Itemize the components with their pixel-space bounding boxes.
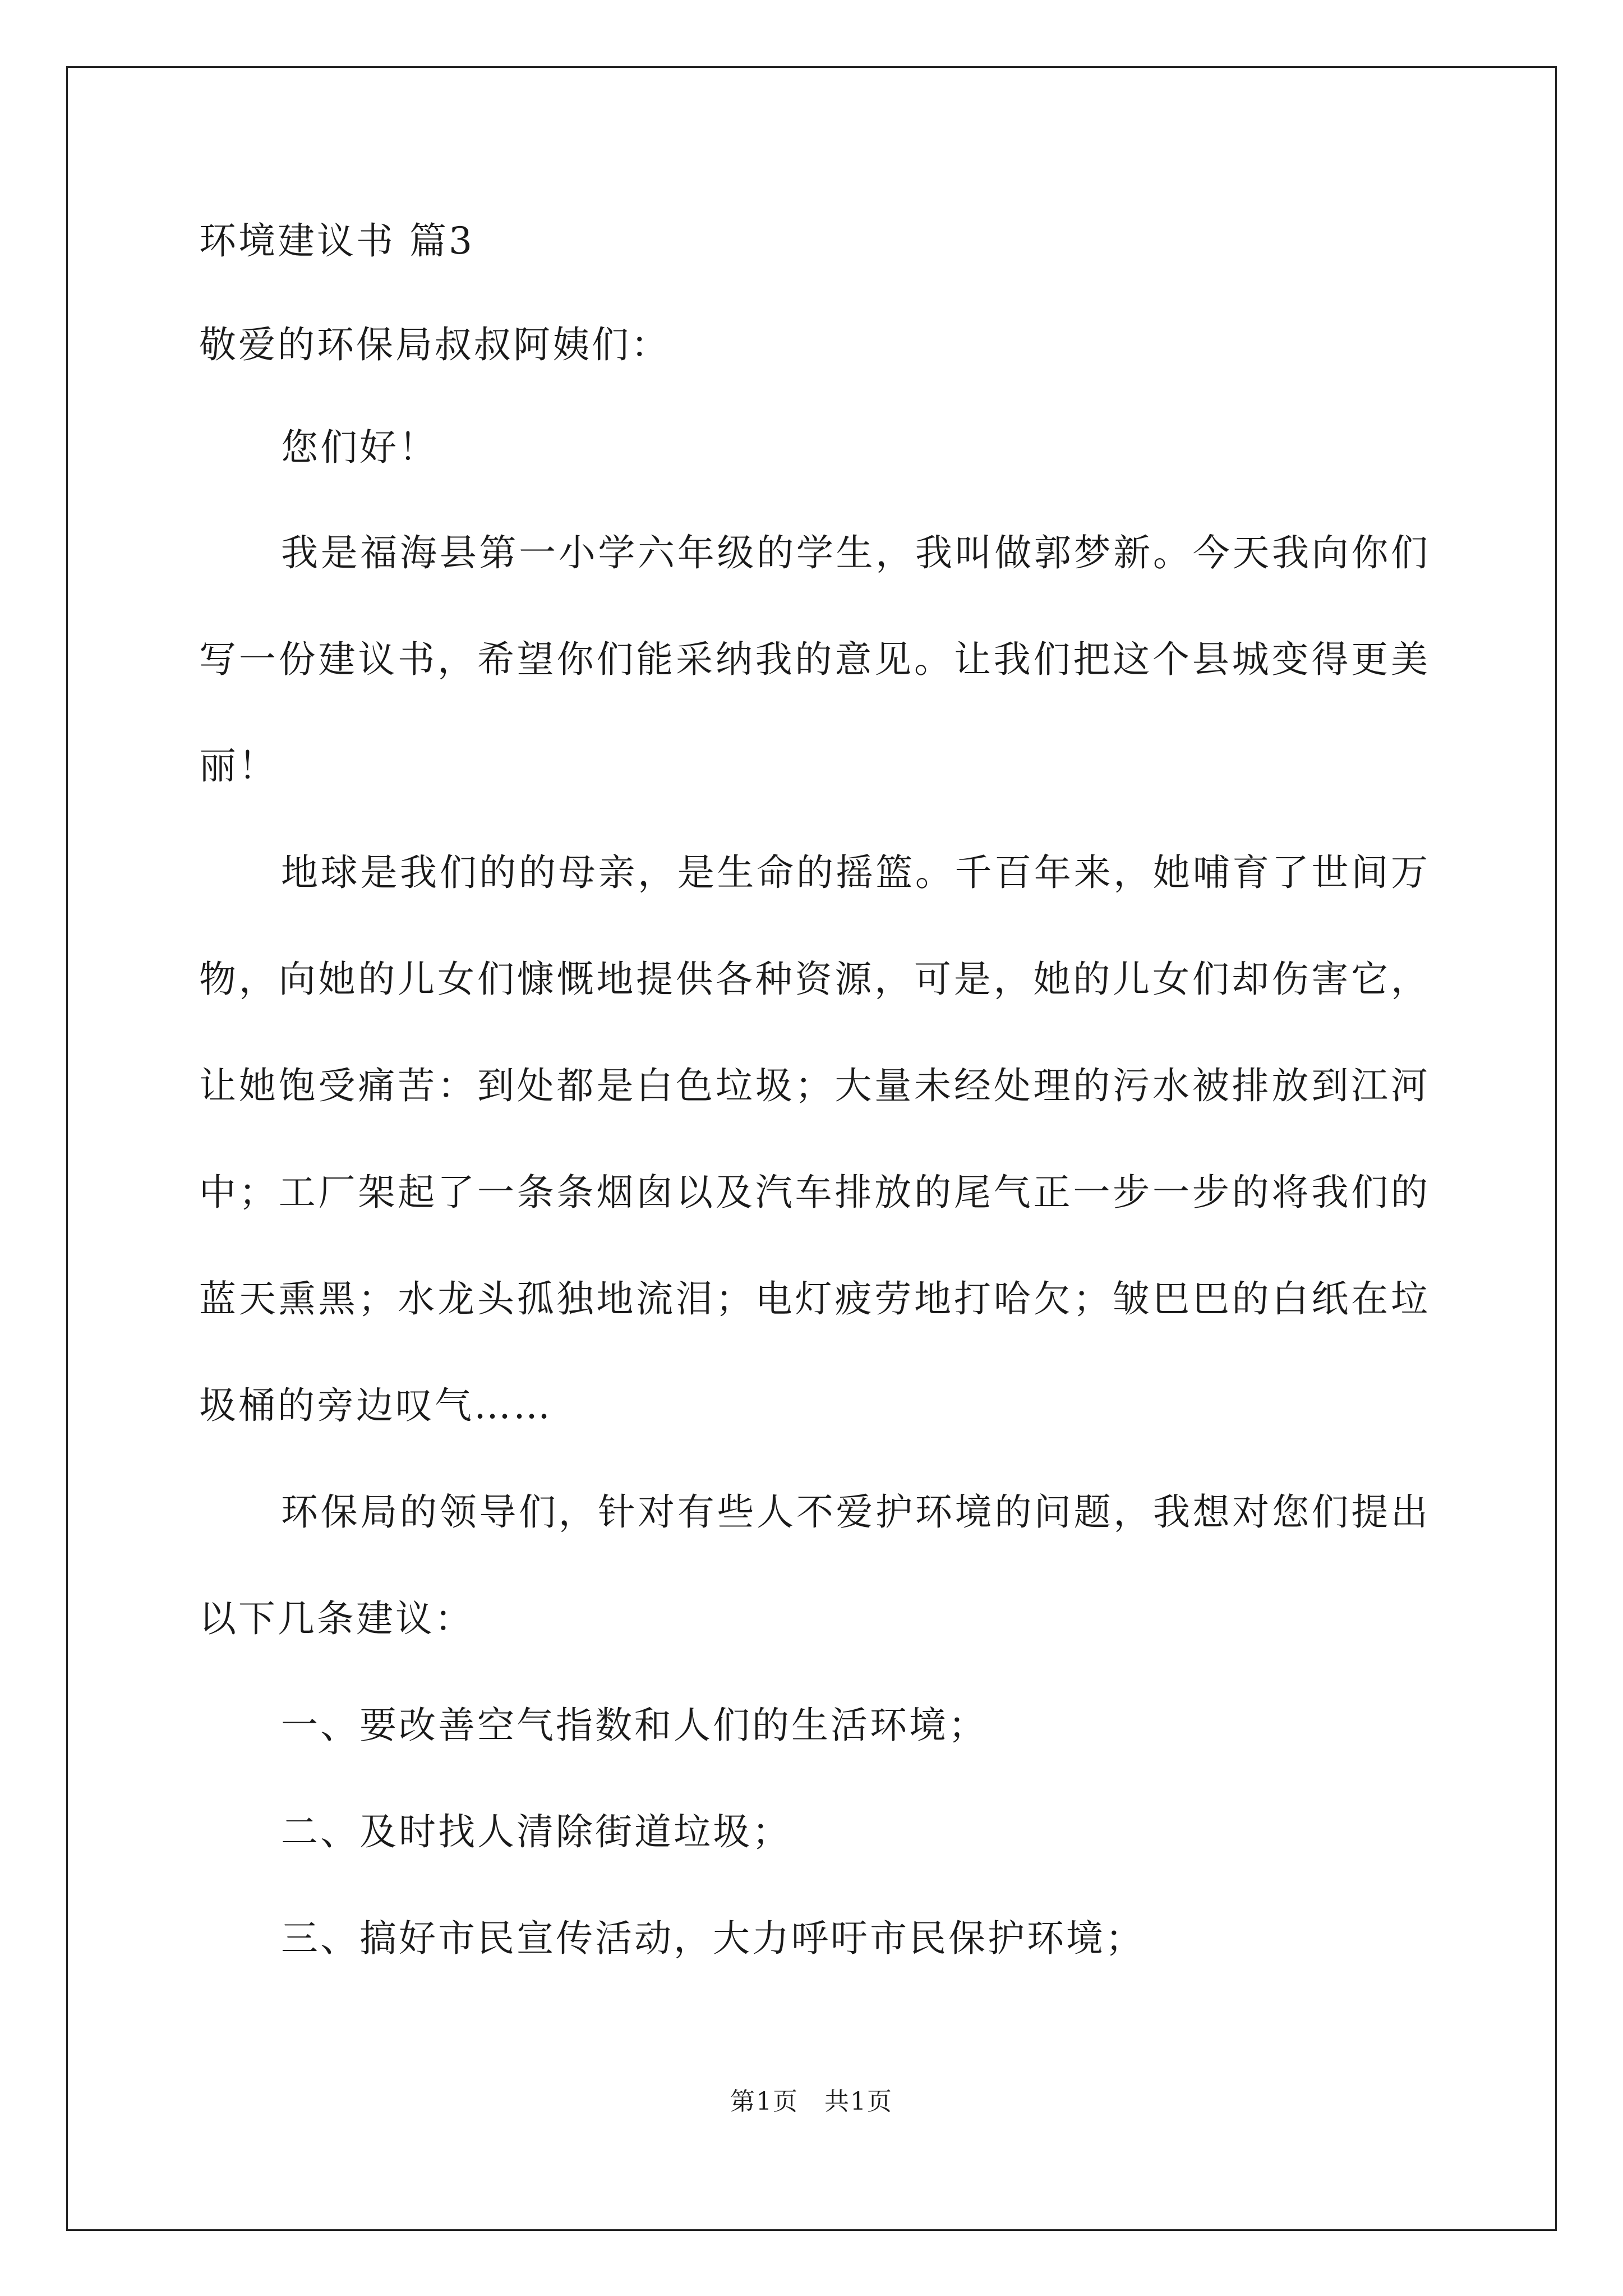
- document-body: [199, 219, 1430, 1992]
- paragraph-intro: 我是福海县第一小学六年级的学生，我叫做郭梦新。今天我向你们写一份建议书，希望你们能采纳我的意见。让我们把这个县城变得更美丽！: [199, 531, 1430, 788]
- suggestion-item-2: 二、及时找人清除街道垃圾；: [281, 1810, 791, 1853]
- paragraph-proposal-lead: 环保局的领导们，针对有些人不爱护环境的问题，我想对您们提出以下几条建议：: [199, 1490, 1430, 1640]
- paragraph-greeting: 您们好！: [281, 426, 438, 469]
- suggestion-item-3: 三、搞好市民宣传活动，大力呼吁市民保护环境；: [281, 1917, 1145, 1960]
- page-footer: 第1页 共1页: [730, 2087, 893, 2116]
- suggestion-item-1: 一、要改善空气指数和人们的生活环境；: [281, 1704, 988, 1747]
- document-title: 环境建议书 篇3: [199, 219, 474, 263]
- salutation: 敬爱的环保局叔叔阿姨们：: [199, 323, 670, 366]
- paragraph-earth: 地球是我们的的母亲，是生命的摇篮。千百年来，她哺育了世间万物，向她的儿女们慷慨地提供各种资源，可是，她的儿女们却伤害它，让她饱受痛苦：到处都是白色垃圾；大量未经处理的污水被排放到江河中；工厂架起了一条条烟囱以及汽车排放的尾气正一步一步的将我们的蓝天熏黑；水龙头孤独地流泪；电灯疲劳地打哈欠；皱巴巴的白纸在垃圾桶的旁边叹气……: [199, 851, 1430, 1427]
